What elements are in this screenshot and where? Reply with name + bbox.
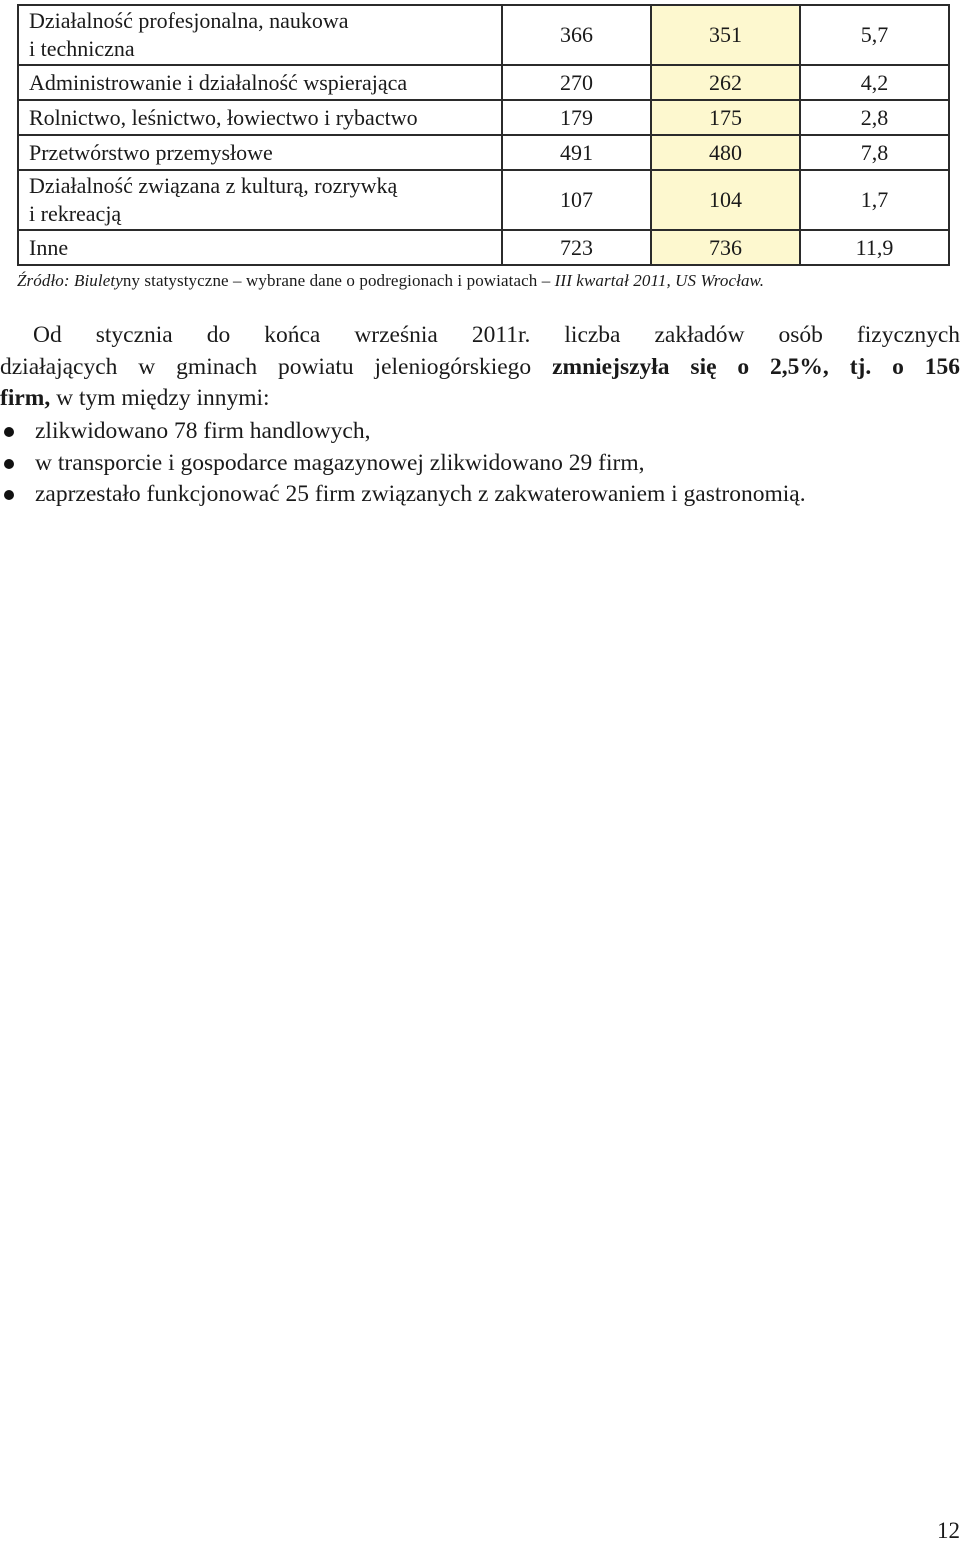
table-row	[18, 170, 949, 230]
share-cell: 4,2	[800, 65, 949, 100]
bullet-icon	[4, 459, 14, 469]
value-cell: 366	[502, 5, 651, 65]
page-number: 12	[937, 1518, 960, 1543]
list-item: zlikwidowano 78 firm handlowych,	[0, 416, 806, 448]
value-cell: 723	[502, 230, 651, 265]
paragraph-line: działających w gminach powiatu jeleniogórskiego zmniejszyła się o 2,5%, tj. o 156	[0, 353, 960, 380]
table-row	[18, 5, 949, 65]
row-label: Działalność związana z kulturą, rozrywką i rekreacją	[18, 170, 502, 230]
table-row	[18, 135, 949, 170]
table-row	[18, 230, 949, 265]
value-cell-highlighted: 736	[651, 230, 800, 265]
value-cell: 107	[502, 170, 651, 230]
list-item: w transporcie i gospodarce magazynowej zlikwidowano 29 firm,	[0, 448, 806, 480]
bullet-icon	[4, 427, 14, 437]
row-label: Administrowanie i działalność wspierająca	[18, 65, 502, 100]
value-cell-highlighted: 480	[651, 135, 800, 170]
share-cell: 5,7	[800, 5, 949, 65]
value-cell: 179	[502, 100, 651, 135]
table-source-note: Źródło: Biuletyny statystyczne – wybrane dane o podregionach i powiatach – III kwartał 2011, US Wrocław.	[17, 271, 765, 290]
paragraph-line: firm, w tym między innymi:	[0, 385, 270, 411]
row-label: Rolnictwo, leśnictwo, łowiectwo i rybactwo	[18, 100, 502, 135]
row-label: Działalność profesjonalna, naukowa i techniczna	[18, 5, 502, 65]
value-cell-highlighted: 175	[651, 100, 800, 135]
value-cell: 270	[502, 65, 651, 100]
bullet-icon	[4, 490, 14, 500]
row-label: Inne	[18, 230, 502, 265]
paragraph-line: Od stycznia do końca września 2011r. liczba zakładów osób fizycznych	[33, 322, 960, 348]
table-row	[18, 100, 949, 135]
closures-list	[0, 416, 806, 511]
value-cell-highlighted: 262	[651, 65, 800, 100]
value-cell-highlighted: 104	[651, 170, 800, 230]
summary-paragraph	[0, 320, 960, 415]
share-cell: 2,8	[800, 100, 949, 135]
list-item: zaprzestało funkcjonować 25 firm związanych z zakwaterowaniem i gastronomią.	[0, 479, 806, 511]
share-cell: 1,7	[800, 170, 949, 230]
value-cell-highlighted: 351	[651, 5, 800, 65]
value-cell: 491	[502, 135, 651, 170]
enterprises-table	[17, 4, 950, 266]
table-row	[18, 65, 949, 100]
row-label: Przetwórstwo przemysłowe	[18, 135, 502, 170]
share-cell: 11,9	[800, 230, 949, 265]
share-cell: 7,8	[800, 135, 949, 170]
